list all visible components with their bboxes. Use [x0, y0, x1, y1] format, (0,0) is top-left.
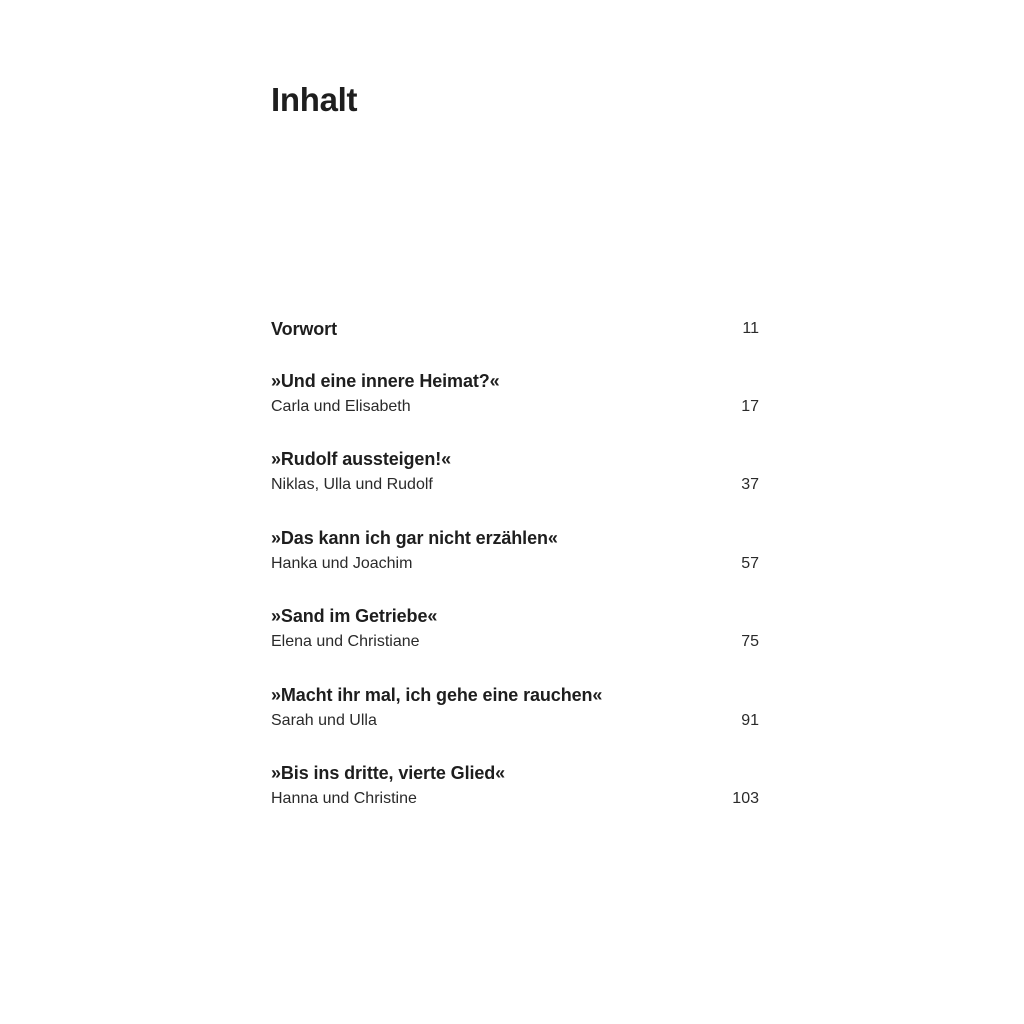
toc-entry-authors: Carla und Elisabeth	[271, 398, 411, 415]
toc-entry-page-number: 37	[741, 476, 759, 494]
toc-entry-authors: Hanka und Joachim	[271, 554, 413, 572]
toc-entry-title: »Bis ins dritte, vierte Glied«	[271, 762, 506, 783]
toc-entry-chapter-3[interactable]	[271, 525, 759, 577]
toc-entry-title: Vorwort	[271, 319, 337, 339]
toc-entry-title: »Das kann ich gar nicht erzählen«	[271, 527, 558, 548]
toc-entry-page-number: 11	[742, 320, 759, 337]
toc-entry-page-number: 75	[741, 633, 759, 651]
toc-entry-title: »Und eine innere Heimat?«	[271, 371, 500, 391]
toc-entry-chapter-5[interactable]	[271, 682, 759, 734]
toc-entry-authors: Elena und Christiane	[271, 633, 420, 651]
toc-entry-authors: Hanna und Christine	[271, 789, 417, 807]
toc-entry-title: »Rudolf aussteigen!«	[271, 449, 452, 470]
toc-entry-page-number: 57	[741, 554, 759, 572]
toc-entry-chapter-1[interactable]	[271, 368, 759, 420]
toc-entry-title: »Macht ihr mal, ich gehe eine rauchen«	[271, 684, 603, 705]
toc-entry-page-number: 17	[741, 398, 759, 415]
toc-entry-chapter-6[interactable]	[271, 760, 759, 812]
toc-entry-chapter-2[interactable]	[271, 446, 759, 498]
toc-entry-vorwort[interactable]	[271, 316, 759, 342]
page-title: Inhalt	[271, 81, 358, 118]
toc-entry-page-number: 103	[732, 789, 759, 807]
toc-entry-chapter-4[interactable]	[271, 603, 759, 655]
toc-entry-title: »Sand im Getriebe«	[271, 606, 438, 627]
toc-entry-page-number: 91	[741, 711, 759, 729]
toc-entry-authors: Niklas, Ulla und Rudolf	[271, 476, 433, 494]
table-of-contents	[271, 316, 759, 838]
toc-entry-authors: Sarah und Ulla	[271, 711, 377, 729]
